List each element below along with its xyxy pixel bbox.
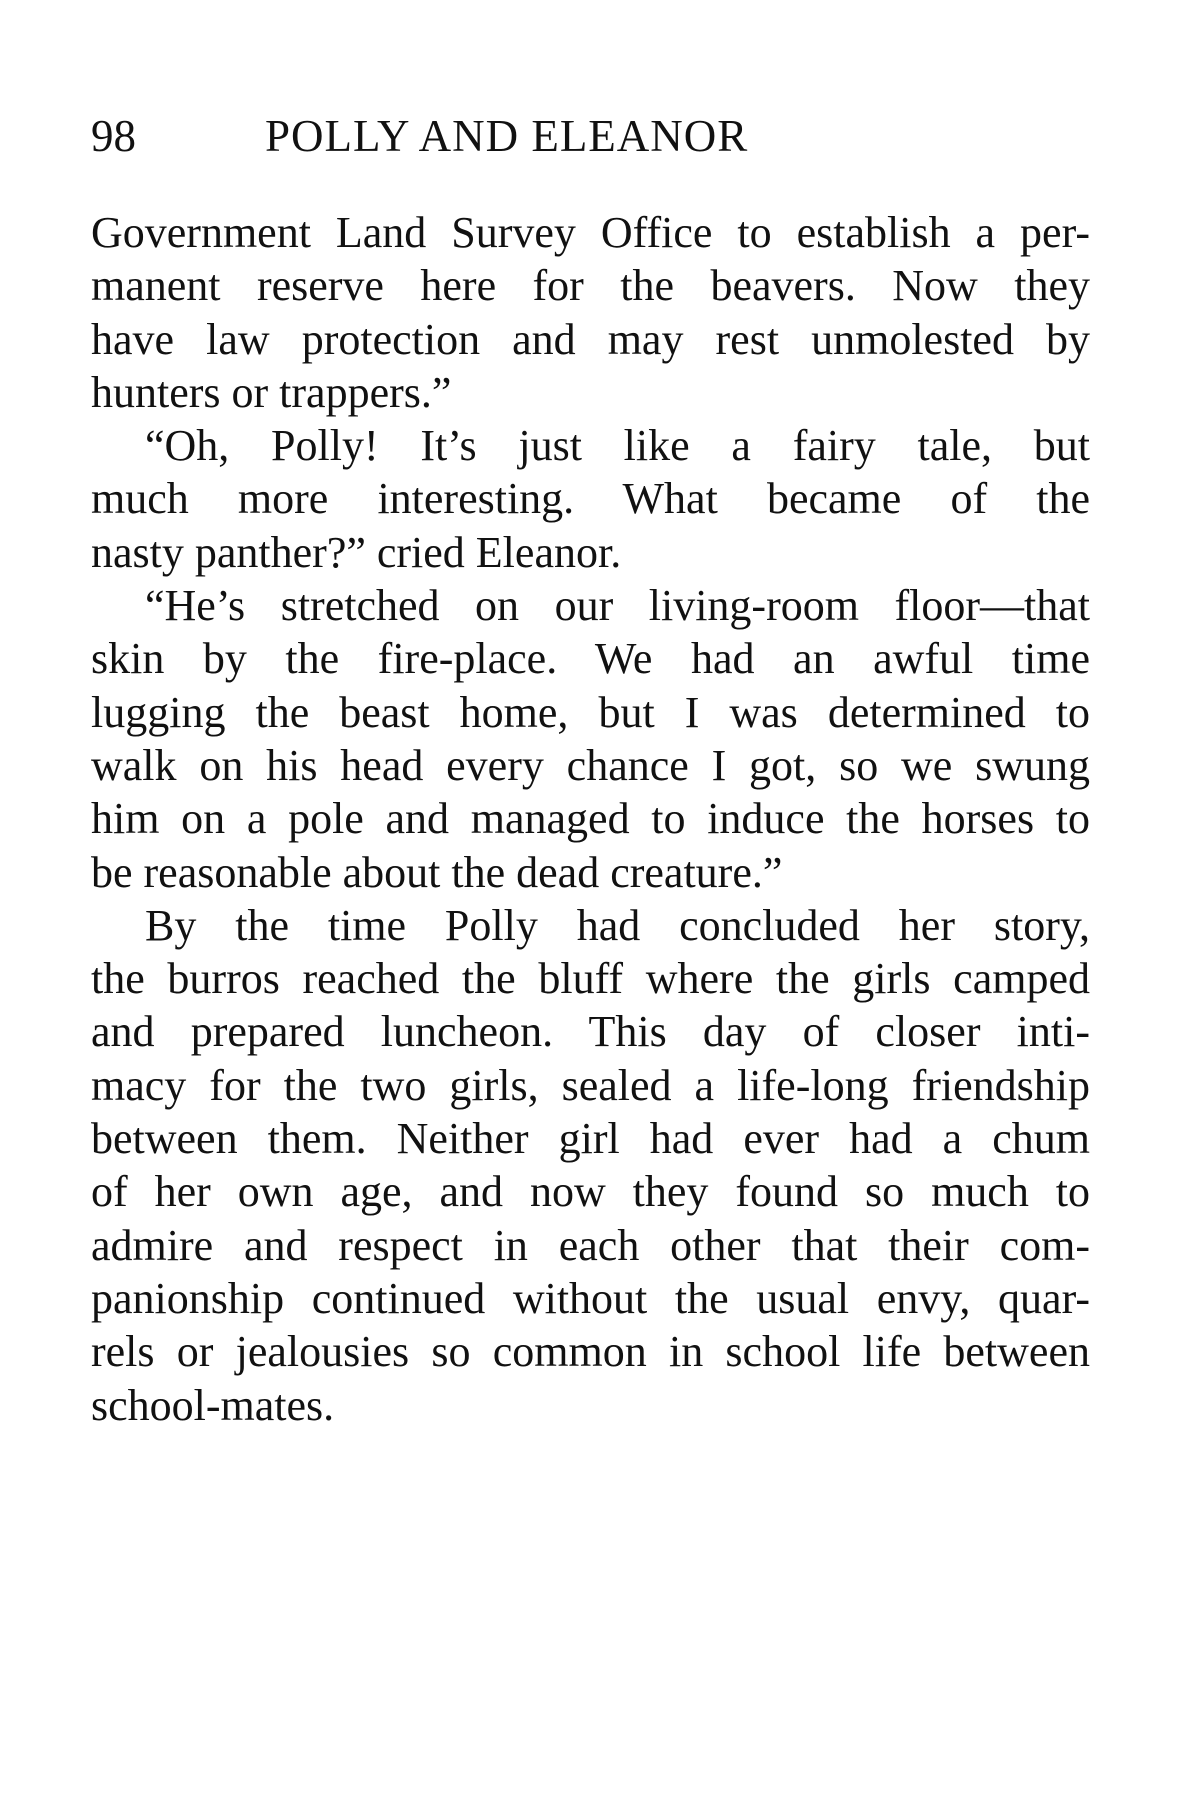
text-line: of her own age, and now they found so much to (91, 1167, 1090, 1217)
text-line: By the time Polly had concluded her story, (145, 900, 1090, 950)
text-line: and prepared luncheon. This day of closer inti- (91, 1007, 1090, 1057)
body-text (91, 206, 1090, 1432)
text-line: nasty panther?” cried Eleanor. (91, 527, 622, 577)
text-line: “Oh, Polly! It’s just like a fairy tale, but (145, 421, 1090, 471)
text-line: rels or jealousies so common in school life between (91, 1327, 1090, 1377)
text-line: have law protection and may rest unmolested by (91, 314, 1090, 364)
text-line: the burros reached the bluff where the girls camped (91, 954, 1090, 1004)
text-line: be reasonable about the dead creature.” (91, 847, 783, 897)
text-line: “He’s stretched on our living-room floor—that (145, 581, 1090, 631)
text-line: between them. Neither girl had ever had a chum (91, 1114, 1090, 1164)
page-number: 98 (91, 111, 136, 161)
text-line: lugging the beast home, but I was determined to (91, 687, 1090, 737)
text-line: hunters or trappers.” (91, 367, 452, 417)
text-line: manent reserve here for the beavers. Now they (91, 261, 1090, 311)
text-line: macy for the two girls, sealed a life-long friendship (91, 1060, 1090, 1110)
text-line: skin by the fire-place. We had an awful time (91, 634, 1090, 684)
text-line: school-mates. (91, 1380, 335, 1430)
page-header (91, 108, 1091, 164)
text-line: Government Land Survey Office to establish a per- (91, 208, 1090, 257)
text-line: panionship continued without the usual envy, quar- (91, 1273, 1090, 1323)
text-line: admire and respect in each other that their com- (91, 1220, 1090, 1270)
text-line: walk on his head every chance I got, so we swung (91, 740, 1090, 790)
text-line: him on a pole and managed to induce the horses to (91, 794, 1090, 844)
running-title: POLLY AND ELEANOR (265, 111, 749, 161)
text-line: much more interesting. What became of the (91, 474, 1090, 524)
